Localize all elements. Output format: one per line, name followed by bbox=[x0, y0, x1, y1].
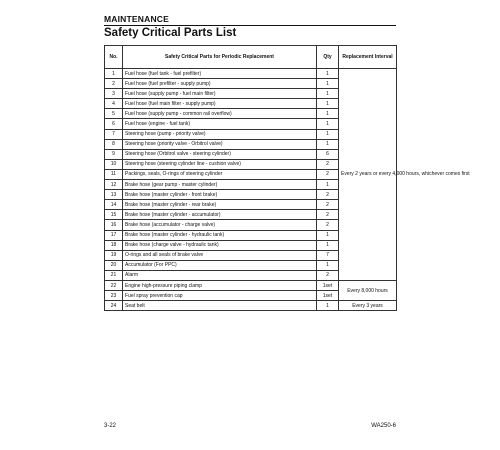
row-part: Packings, seals, O-rings of steering cylinder bbox=[123, 169, 317, 179]
row-part: O-rings and all seals of brake valve bbox=[123, 250, 317, 260]
interval-group-b: Every 8,000 hours bbox=[339, 280, 397, 300]
row-part: Brake hose (gear pump - master cylinder) bbox=[123, 180, 317, 190]
row-number: 6 bbox=[105, 119, 123, 129]
row-part: Brake hose (master cylinder - rear brake) bbox=[123, 200, 317, 210]
row-number: 20 bbox=[105, 260, 123, 270]
row-qty: 1 bbox=[317, 230, 339, 240]
row-part: Brake hose (accumulator - charge valve) bbox=[123, 220, 317, 230]
row-part: Steering hose (Orbitrol valve - steering cylinder) bbox=[123, 149, 317, 159]
row-qty: 2 bbox=[317, 270, 339, 280]
row-number: 14 bbox=[105, 200, 123, 210]
row-part: Steering hose (steering cylinder line - cushion valve) bbox=[123, 159, 317, 169]
row-qty: 7 bbox=[317, 250, 339, 260]
row-number: 24 bbox=[105, 301, 123, 311]
row-number: 18 bbox=[105, 240, 123, 250]
page-title: Safety Critical Parts List bbox=[104, 27, 237, 39]
interval-group-c: Every 3 years bbox=[339, 301, 397, 311]
row-part: Fuel hose (engine - fuel tank) bbox=[123, 119, 317, 129]
row-part: Steering hose (pump - priority valve) bbox=[123, 129, 317, 139]
row-qty: 1 bbox=[317, 109, 339, 119]
row-number: 4 bbox=[105, 99, 123, 109]
row-part: Brake hose (master cylinder - accumulator) bbox=[123, 210, 317, 220]
row-qty: 2 bbox=[317, 169, 339, 179]
model-number: WA250-6 bbox=[371, 423, 396, 429]
row-number: 5 bbox=[105, 109, 123, 119]
row-qty: 1 bbox=[317, 79, 339, 89]
header-qty: Qty bbox=[317, 46, 339, 69]
row-qty: 2 bbox=[317, 190, 339, 200]
row-number: 22 bbox=[105, 280, 123, 290]
row-number: 7 bbox=[105, 129, 123, 139]
table-row bbox=[105, 69, 397, 79]
row-part: Fuel hose (fuel prefilter - supply pump) bbox=[123, 79, 317, 89]
row-part: Seat belt bbox=[123, 301, 317, 311]
row-part: Engine high-pressure piping clamp bbox=[123, 280, 317, 290]
header-part: Safety Critical Parts for Periodic Replacement bbox=[123, 46, 317, 69]
row-qty: 1 bbox=[317, 260, 339, 270]
row-number: 9 bbox=[105, 149, 123, 159]
row-number: 10 bbox=[105, 159, 123, 169]
row-number: 13 bbox=[105, 190, 123, 200]
row-part: Brake hose (master cylinder - hydraulic tank) bbox=[123, 230, 317, 240]
row-number: 15 bbox=[105, 210, 123, 220]
row-part: Steering hose (priority valve - Orbitrol valve) bbox=[123, 139, 317, 149]
row-number: 8 bbox=[105, 139, 123, 149]
row-qty: 1 bbox=[317, 139, 339, 149]
row-qty: 1 bbox=[317, 301, 339, 311]
row-number: 11 bbox=[105, 169, 123, 179]
header-no: No. bbox=[105, 46, 123, 69]
row-number: 2 bbox=[105, 79, 123, 89]
row-number: 23 bbox=[105, 291, 123, 301]
row-qty: 1 bbox=[317, 129, 339, 139]
row-qty: 2 bbox=[317, 200, 339, 210]
table-body bbox=[105, 69, 470, 311]
safety-parts-table bbox=[104, 45, 470, 311]
row-qty: 1set bbox=[317, 280, 339, 290]
row-qty: 1 bbox=[317, 69, 339, 79]
row-number: 16 bbox=[105, 220, 123, 230]
row-qty: 1 bbox=[317, 119, 339, 129]
row-number: 3 bbox=[105, 89, 123, 99]
interval-group-a: Every 2 years or every 4,000 hours, whichever comes first bbox=[339, 69, 397, 281]
row-qty: 1 bbox=[317, 240, 339, 250]
row-part: Fuel spray prevention cap bbox=[123, 291, 317, 301]
table-row bbox=[105, 280, 397, 290]
row-qty: 1 bbox=[317, 89, 339, 99]
row-qty: 2 bbox=[317, 220, 339, 230]
row-number: 1 bbox=[105, 69, 123, 79]
row-part: Fuel hose (fuel tank - fuel prefilter) bbox=[123, 69, 317, 79]
row-qty: 1set bbox=[317, 291, 339, 301]
row-qty: 2 bbox=[317, 159, 339, 169]
row-part: Fuel hose (supply pump - common rail overflow) bbox=[123, 109, 317, 119]
row-part: Fuel hose (fuel main filter - supply pump) bbox=[123, 99, 317, 109]
table-header-row bbox=[105, 46, 397, 69]
row-number: 12 bbox=[105, 180, 123, 190]
table-row bbox=[105, 301, 397, 311]
row-part: Accumulator (For PPC) bbox=[123, 260, 317, 270]
row-number: 17 bbox=[105, 230, 123, 240]
row-qty: 6 bbox=[317, 149, 339, 159]
page-number: 3-22 bbox=[104, 423, 117, 429]
row-number: 21 bbox=[105, 270, 123, 280]
row-part: Alarm bbox=[123, 270, 317, 280]
row-qty: 1 bbox=[317, 180, 339, 190]
row-number: 19 bbox=[105, 250, 123, 260]
row-qty: 1 bbox=[317, 99, 339, 109]
row-part: Fuel hose (supply pump - fuel main filter) bbox=[123, 89, 317, 99]
row-part: Brake hose (charge valve - hydraulic tank) bbox=[123, 240, 317, 250]
section-header: MAINTENANCE bbox=[104, 14, 396, 26]
row-part: Brake hose (master cylinder - front brake) bbox=[123, 190, 317, 200]
row-qty: 2 bbox=[317, 210, 339, 220]
header-interval: Replacement Interval bbox=[339, 46, 397, 69]
